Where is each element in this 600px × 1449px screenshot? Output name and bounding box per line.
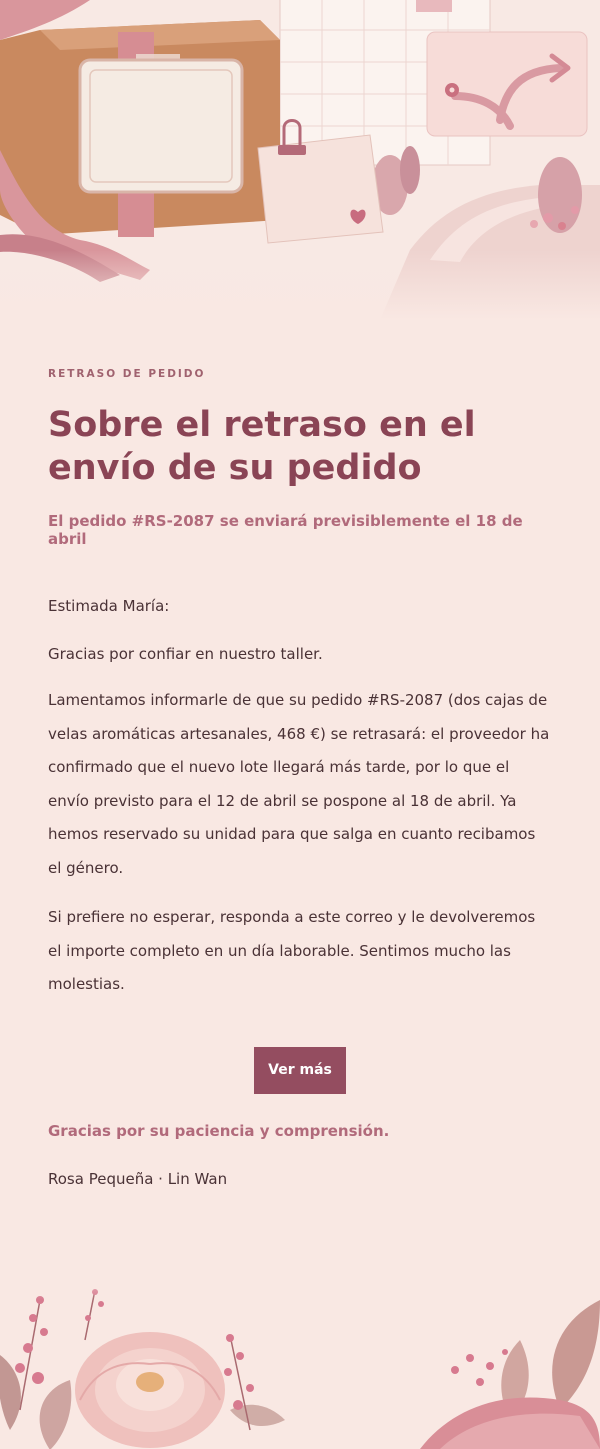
email-subtitle: El pedido #RS-2087 se enviará previsiblemente el 18 de abril bbox=[48, 512, 523, 548]
header-illustration bbox=[0, 0, 600, 320]
paragraph-delay-details: Lamentamos informarle de que su pedido #RS-2087 (dos cajas de velas aromáticas artesanales, 468 €) se retrasará: el proveedor ha confirmado que el nuevo lote llegará más tarde, por lo que el envío previsto para el 12 de abril se pospone al 18 de abril. Ya hemos reservado su unidad para que salga en cuanto recibamos el género. bbox=[48, 691, 550, 877]
paragraph-refund-option: Si prefiere no esperar, responda a este correo y le devolveremos el importe completo en un día laborable. Sentimos mucho las molestias. bbox=[48, 908, 536, 993]
footer-floral-illustration bbox=[0, 1260, 600, 1449]
route-map-card bbox=[427, 32, 587, 136]
peony-illustration bbox=[75, 1332, 225, 1448]
eyebrow-label: RETRASO DE PEDIDO bbox=[48, 368, 206, 380]
closing-line: Gracias por su paciencia y comprensión. bbox=[48, 1122, 390, 1140]
see-more-button[interactable]: Ver más bbox=[254, 1047, 346, 1094]
cta-container bbox=[48, 1047, 552, 1094]
email-title: Sobre el retraso en el envío de su pedido bbox=[48, 405, 476, 488]
gift-box-illustration bbox=[0, 20, 280, 237]
paragraph-thanks: Gracias por confiar en nuestro taller. bbox=[48, 645, 323, 663]
signature: Rosa Pequeña · Lin Wan bbox=[48, 1170, 228, 1188]
greeting: Estimada María: bbox=[48, 597, 170, 615]
